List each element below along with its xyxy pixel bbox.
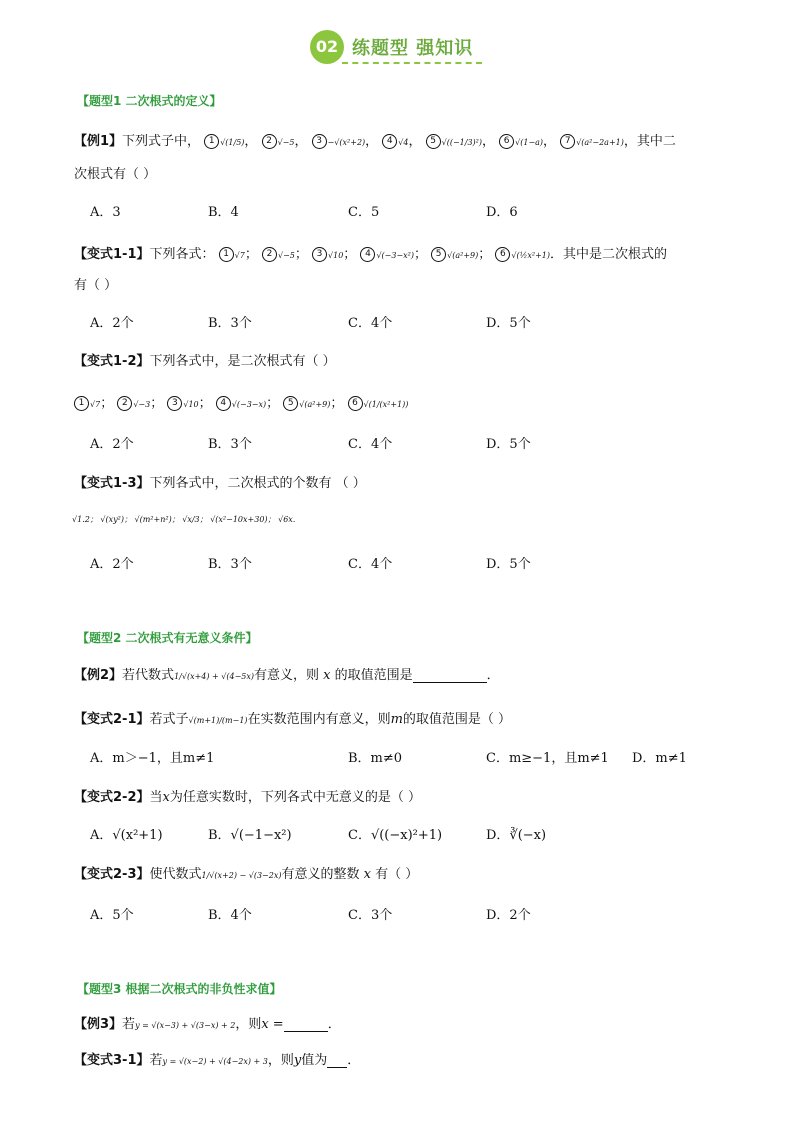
variant-2-3-stem: 使代数式 xyxy=(149,867,202,882)
option-d[interactable]: D．∛(−x) xyxy=(486,828,547,843)
circled-4-icon: 4 xyxy=(360,247,375,262)
option-d[interactable]: D．6 xyxy=(486,205,518,220)
answer-blank[interactable] xyxy=(327,1067,347,1068)
example-3-tail: x = xyxy=(261,1017,284,1032)
expr-6: √(1/(x²+1)) xyxy=(363,400,409,409)
expr-4: √4 xyxy=(398,138,409,147)
variant-2-2-stem: 当 xyxy=(149,790,163,805)
variant-1-3-label: 【变式1-3】 xyxy=(74,476,150,491)
variant-1-2-line-1 xyxy=(74,350,336,369)
example-3-stem-cont: ，则 xyxy=(235,1017,262,1032)
variant-2-3-label: 【变式2-3】 xyxy=(74,867,150,882)
circled-6-icon: 6 xyxy=(499,134,514,149)
option-c[interactable]: C．5 xyxy=(348,205,380,220)
expr-1: √7 xyxy=(234,251,245,260)
option-d[interactable]: D．5个 xyxy=(486,437,531,452)
variant-1-1-label: 【变式1-1】 xyxy=(74,247,150,262)
section-number-badge: 02 xyxy=(310,30,344,64)
variant-1-3-exprs: √1.2； √(xy²)； √(m²+n²)； √x/3； √(x²−10x+30)； √6x． xyxy=(72,515,301,524)
option-a[interactable]: A．3 xyxy=(90,205,121,220)
period: ． xyxy=(486,668,500,683)
variant-3-1-stem-cont: ，则 xyxy=(267,1053,294,1068)
expr-6: √6x xyxy=(278,515,293,524)
variable-m: m xyxy=(390,712,403,727)
example-1-line-1: 【例1】下列式子中， 1 √(1/5)， 2 √−5， 3 −√(x²+2)， 4 √4， 5 √((−1/3)²)， 6 √(1−a)， 7 √(a²−2a+1)，其中二 xyxy=(74,134,676,149)
expr-6: √(½x²+1) xyxy=(511,251,550,260)
expr-1: √7 xyxy=(90,400,101,409)
option-c[interactable]: C．4个 xyxy=(348,316,393,331)
circled-5-icon: 5 xyxy=(283,396,298,411)
variant-2-1-stem-cont: 在实数范围内有意义，则 xyxy=(247,712,391,727)
example-1-stem-cont: ，其中二 xyxy=(623,134,676,149)
variant-2-1-expr: √(m+1)/(m−1) xyxy=(188,716,248,725)
expr-3: √10 xyxy=(328,251,344,260)
circled-4-icon: 4 xyxy=(216,396,231,411)
variant-1-1-line-2: 有（ ） xyxy=(74,278,118,293)
option-b[interactable]: B．3个 xyxy=(208,316,252,331)
circled-2-icon: 2 xyxy=(262,247,277,262)
expr-2: √−5 xyxy=(277,138,295,147)
option-a[interactable]: A．5个 xyxy=(90,908,134,923)
option-d[interactable]: D．m≠1 xyxy=(632,751,687,766)
circled-1-icon: 1 xyxy=(219,247,234,262)
circled-1-icon: 1 xyxy=(204,134,219,149)
circled-2-icon: 2 xyxy=(117,396,132,411)
circled-6-icon: 6 xyxy=(348,396,363,411)
example-3-line xyxy=(74,1013,341,1032)
example-1-label: 【例1】 xyxy=(74,134,123,149)
example-2-line xyxy=(74,664,500,683)
variant-2-3-stem-cont: 有意义的整数 xyxy=(281,867,360,882)
expr-2: √−5 xyxy=(277,251,295,260)
example-1-line-2: 次根式有（ ） xyxy=(74,167,157,182)
circled-3-icon: 3 xyxy=(312,247,327,262)
variant-2-2-label: 【变式2-2】 xyxy=(74,790,150,805)
example-3-expr: y = √(x−3) + √(3−x) + 2 xyxy=(135,1021,236,1030)
expr-1: √(1/5) xyxy=(220,138,245,147)
variant-1-2-stem: 下列各式中，是二次根式有（ ） xyxy=(149,354,336,369)
option-a[interactable]: A．2个 xyxy=(90,437,134,452)
expr-3: √10 xyxy=(183,400,199,409)
expr-6: √(1−a) xyxy=(515,138,544,147)
section-3-title: 【题型3 根据二次根式的非负性求值】 xyxy=(77,982,282,996)
option-c[interactable]: C．√((−x)²+1) xyxy=(348,828,443,843)
section-2-title: 【题型2 二次根式有无意义条件】 xyxy=(77,631,258,645)
circled-2-icon: 2 xyxy=(262,134,277,149)
variant-3-1-line xyxy=(74,1049,360,1068)
variable-x: x xyxy=(363,867,371,882)
expr-4: √(−3−x²) xyxy=(376,251,414,260)
option-b[interactable]: B．m≠0 xyxy=(348,751,403,766)
variant-1-1-stem-cont: ．其中是二次根式的 xyxy=(550,247,668,262)
variant-1-2-exprs: 1 √7； 2 √−3； 3 √10； 4 √(−3−x)； 5 √(a²+9)； 6 √(1/(x²+1)) xyxy=(74,392,408,411)
answer-blank[interactable] xyxy=(284,1031,328,1032)
example-3-stem: 若 xyxy=(122,1017,136,1032)
option-b[interactable]: B．√(−1−x²) xyxy=(208,828,292,843)
option-c[interactable]: C．4个 xyxy=(348,437,393,452)
answer-blank[interactable] xyxy=(413,682,487,683)
variant-1-3-line-1 xyxy=(74,472,366,491)
variant-2-1-line xyxy=(74,708,511,727)
option-c[interactable]: C．3个 xyxy=(348,908,393,923)
example-2-stem-end: 的取值范围是 xyxy=(334,668,413,683)
option-a[interactable]: A．m＞−1，且m≠1 xyxy=(90,751,215,766)
expr-5: √(x²−10x+30) xyxy=(210,515,268,524)
option-b[interactable]: B．3个 xyxy=(208,437,252,452)
title-underline xyxy=(342,62,482,64)
expr-2: √(xy²) xyxy=(100,515,124,524)
variant-1-2-label: 【变式1-2】 xyxy=(74,354,150,369)
variant-2-3-line xyxy=(74,863,418,882)
circled-3-icon: 3 xyxy=(167,396,182,411)
circled-6-icon: 6 xyxy=(495,247,510,262)
example-2-expr: 1/√(x+4) + √(4−5x) xyxy=(174,672,255,681)
variant-1-3-stem: 下列各式中，二次根式的个数有 （ ） xyxy=(149,476,366,491)
example-2-label: 【例2】 xyxy=(74,668,123,683)
variant-3-1-stem: 若 xyxy=(149,1053,163,1068)
example-2-stem: 若代数式 xyxy=(122,668,175,683)
expr-4: √(−3−x) xyxy=(231,400,267,409)
option-c[interactable]: C．m≥−1，且m≠1 xyxy=(486,751,609,766)
expr-5: √(a²+9) xyxy=(447,251,479,260)
circled-3-icon: 3 xyxy=(312,134,327,149)
circled-5-icon: 5 xyxy=(426,134,441,149)
option-b[interactable]: B．4个 xyxy=(208,908,252,923)
variant-3-1-expr: y = √(x−2) + √(4−2x) + 3 xyxy=(162,1057,268,1066)
variable-x: x xyxy=(162,790,170,805)
option-d[interactable]: D．5个 xyxy=(486,316,531,331)
variant-2-2-stem-cont: 为任意实数时，下列各式中无意义的是（ ） xyxy=(169,790,421,805)
expr-7: √(a²−2a+1) xyxy=(576,138,624,147)
option-d[interactable]: D．5个 xyxy=(486,557,531,572)
option-b[interactable]: B．4 xyxy=(208,205,239,220)
expr-3: −√(x²+2) xyxy=(327,138,366,147)
variant-2-1-stem: 若式子 xyxy=(149,712,189,727)
expr-5: √(a²+9) xyxy=(299,400,331,409)
expr-2: √−3 xyxy=(133,400,151,409)
section-1-title: 【题型1 二次根式的定义】 xyxy=(77,94,222,108)
variant-2-3-expr: 1/√(x+2) − √(3−2x) xyxy=(201,871,282,880)
period: ． xyxy=(327,1017,341,1032)
circled-4-icon: 4 xyxy=(382,134,397,149)
variant-1-1-line-1: 【变式1-1】下列各式： 1 √7； 2 √−5； 3 √10； 4 √(−3−x²)； 5 √(a²+9)； 6 √(½x²+1)．其中是二次根式的 xyxy=(74,247,668,262)
example-3-label: 【例3】 xyxy=(74,1017,123,1032)
option-a[interactable]: A．2个 xyxy=(90,316,134,331)
variant-3-1-label: 【变式3-1】 xyxy=(74,1053,150,1068)
option-a[interactable]: A．2个 xyxy=(90,557,134,572)
expr-4: √x/3 xyxy=(182,515,200,524)
period: ． xyxy=(347,1053,361,1068)
variant-2-1-label: 【变式2-1】 xyxy=(74,712,150,727)
expr-3: √(m²+n²) xyxy=(134,515,172,524)
variable-y: y xyxy=(293,1053,302,1068)
circled-7-icon: 7 xyxy=(560,134,575,149)
variable-x: x xyxy=(323,668,331,683)
variant-2-3-stem-end: 有（ ） xyxy=(375,867,419,882)
variant-2-2-line xyxy=(74,786,421,805)
expr-5: √((−1/3)²) xyxy=(441,138,482,147)
option-c[interactable]: C．4个 xyxy=(348,557,393,572)
variant-1-1-stem: 下列各式： xyxy=(149,247,215,262)
example-1-stem: 下列式子中， xyxy=(122,134,201,149)
example-2-stem-cont: 有意义，则 xyxy=(254,668,320,683)
variant-3-1-stem-end: 值为 xyxy=(301,1053,328,1068)
option-d[interactable]: D．2个 xyxy=(486,908,531,923)
expr-1: √1.2 xyxy=(72,515,90,524)
option-b[interactable]: B．3个 xyxy=(208,557,252,572)
option-a[interactable]: A．√(x²+1) xyxy=(90,828,163,843)
circled-1-icon: 1 xyxy=(74,396,89,411)
variant-2-1-stem-end: 的取值范围是（ ） xyxy=(402,712,512,727)
section-title: 练题型 强知识 xyxy=(352,38,474,59)
circled-5-icon: 5 xyxy=(431,247,446,262)
